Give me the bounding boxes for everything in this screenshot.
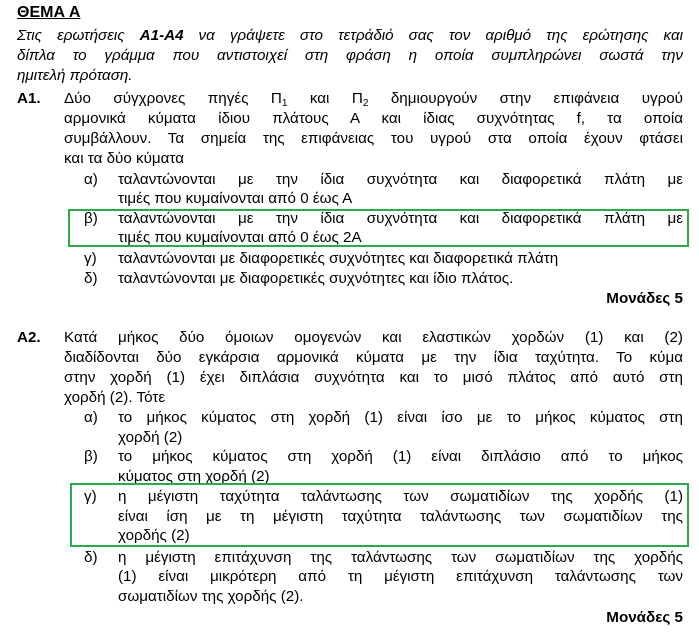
a1-option-a-line-2: τιμές που κυμαίνονται από 0 έως Α (118, 190, 353, 207)
a2-marks: Μονάδες 5 (606, 609, 683, 626)
instructions-line-3: ημιτελή πρόταση. (17, 67, 133, 84)
a1-option-b-line-2: τιμές που κυμαίνονται από 0 έως 2Α (118, 229, 362, 246)
a2-option-a-line-1: το μήκος κύματος στη χορδή (1) είναι ίσο με το μήκος κύματος στη (118, 409, 683, 426)
a2-option-c-line-2: είναι ίση με τη μέγιστη ταχύτητα ταλάντωσης των σωματιδίων της (118, 508, 683, 525)
question-a1-line-4: και τα δύο κύματα (64, 150, 184, 167)
a2-option-d-label: δ) (84, 549, 98, 566)
question-a2-line-3: στην χορδή (1) έχει διπλάσια συχνότητα και το μισό πλάτος από αυτό στη (64, 369, 683, 386)
a2-option-a-line-2: χορδή (2) (118, 429, 183, 446)
instructions-line-2: δίπλα το γράμμα που αντιστοιχεί στη φράση η οποία συμπληρώνει σωστά την (17, 47, 683, 64)
a2-option-c-line-1: η μέγιστη ταχύτητα ταλάντωσης των σωματιδίων της χορδής (1) (118, 488, 683, 505)
a2-option-d-line-2: (1) είναι μικρότερη από τη μέγιστη επιτάχυνση ταλάντωσης των (118, 568, 683, 585)
a2-option-d-line-3: σωματιδίων της χορδής (2). (118, 588, 304, 605)
a2-option-c-label: γ) (84, 488, 97, 505)
a1-option-a-line-1: ταλαντώνονται με την ίδια συχνότητα και διαφορετικά πλάτη με (118, 171, 683, 188)
a1-option-d-label: δ) (84, 270, 98, 287)
a1-marks: Μονάδες 5 (606, 290, 683, 307)
a1-option-b-label: β) (84, 210, 98, 227)
a2-option-b-line-1: το μήκος κύματος στη χορδή (1) είναι διπλάσιο από το μήκος (118, 448, 683, 465)
a2-option-d-line-1: η μέγιστη επιτάχυνση της ταλάντωσης των σωματιδίων της χορδής (118, 549, 683, 566)
question-number-a2: Α2. (17, 329, 41, 346)
question-a2-line-2: διαδίδονται δύο εγκάρσια αρμονικά κύματα με την ίδια ταχύτητα. Το κύμα (64, 349, 683, 366)
a1-option-b-line-1: ταλαντώνονται με την ίδια συχνότητα και διαφορετικά πλάτη με (118, 210, 683, 227)
instructions-line-1: Στις ερωτήσεις Α1-Α4 να γράψετε στο τετράδιό σας τον αριθμό της ερώτησης και (17, 27, 683, 44)
question-number-a1: Α1. (17, 90, 41, 107)
question-a1-line-2: αρμονικά κύματα ίδιου πλάτους Α και ίδιας συχνότητας f, τα οποία (64, 110, 683, 127)
question-a1-line-3: συμβάλλουν. Τα σημεία της επιφάνειας του υγρού στα οποία έχουν φτάσει (64, 130, 683, 147)
a1-option-d-line-1: ταλαντώνονται με διαφορετικές συχνότητες και ίδιο πλάτος. (118, 270, 514, 287)
a2-option-b-label: β) (84, 448, 98, 465)
question-a2-line-1: Κατά μήκος δύο όμοιων ομογενών και ελαστικών χορδών (1) και (2) (64, 329, 683, 346)
a2-option-c-line-3: χορδής (2) (118, 527, 190, 544)
section-title: ΘΕΜΑ Α (17, 4, 81, 21)
a1-option-a-label: α) (84, 171, 98, 188)
a1-option-c-line-1: ταλαντώνονται με διαφορετικές συχνότητες και διαφορετικά πλάτη (118, 250, 559, 267)
a1-option-c-label: γ) (84, 250, 97, 267)
question-a2-line-4: χορδή (2). Τότε (64, 389, 166, 406)
question-a1-line-1: Δύο σύγχρονες πηγές $\Pi_1$ και $\Pi_2$ δημιουργούν στην επιφάνεια υγρού (64, 90, 683, 109)
a2-option-b-line-2: κύματος στη χορδή (2) (118, 468, 270, 485)
a2-option-a-label: α) (84, 409, 98, 426)
